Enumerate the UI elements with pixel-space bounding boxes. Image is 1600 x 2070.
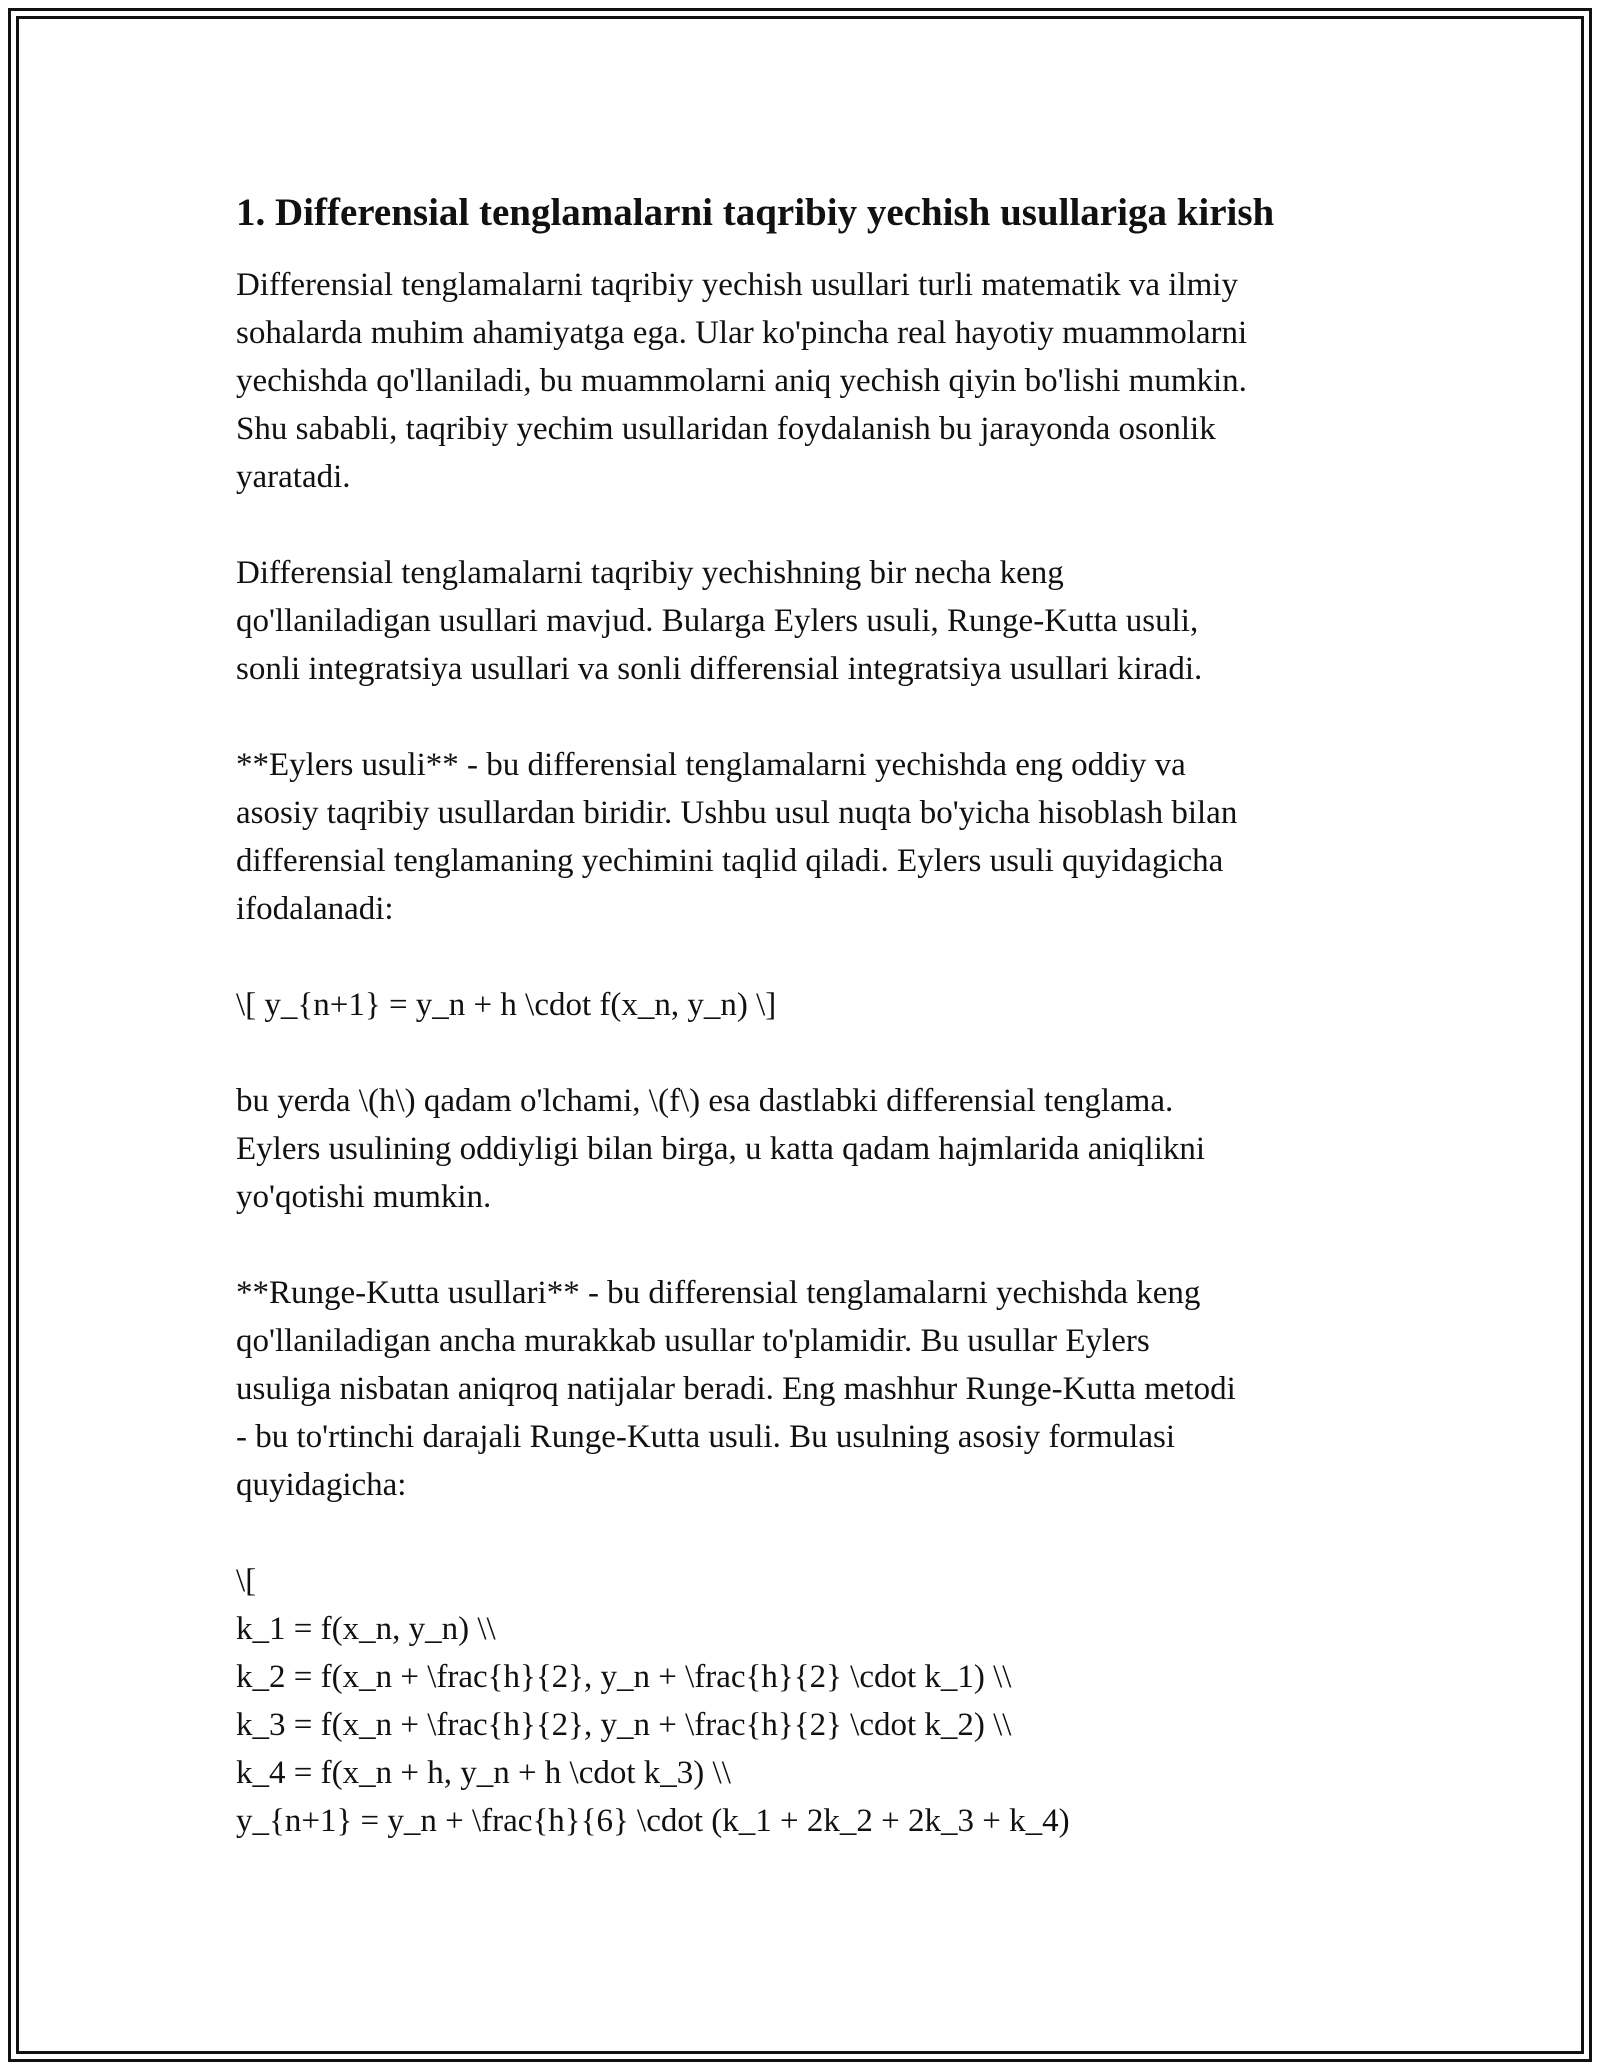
- text-line: sohalarda muhim ahamiyatga ega. Ular ko'pincha real hayotiy muammolarni: [236, 315, 1248, 351]
- text-line: bu yerda \(h\) qadam o'lchami, \(f\) esa dastlabki differensial tenglama.: [236, 1083, 1174, 1119]
- formula-line: y_{n+1} = y_n + \frac{h}{6} \cdot (k_1 + 2k_2 + 2k_3 + k_4): [236, 1803, 1070, 1839]
- text-line: qo'llaniladigan usullari mavjud. Bularga Eylers usuli, Runge-Kutta usuli,: [236, 603, 1199, 639]
- text-line: usuliga nisbatan aniqroq natijalar beradi. Eng mashhur Runge-Kutta metodi: [236, 1371, 1236, 1407]
- text-line: **Eylers usuli** - bu differensial tenglamalarni yechishda eng oddiy va: [236, 747, 1186, 783]
- text-line: ifodalanadi:: [236, 891, 394, 927]
- paragraph-methods-overview: [236, 549, 1376, 693]
- text-line: differensial tenglamaning yechimini taqlid qiladi. Eylers usuli quyidagicha: [236, 843, 1224, 879]
- section-heading: 1. Differensial tenglamalarni taqribiy yechish usullariga kirish: [236, 191, 1275, 234]
- text-line: yo'qotishi mumkin.: [236, 1179, 492, 1215]
- text-line: - bu to'rtinchi darajali Runge-Kutta usuli. Bu usulning asosiy formulasi: [236, 1419, 1175, 1455]
- formula-line: k_3 = f(x_n + \frac{h}{2}, y_n + \frac{h}{2} \cdot k_2) \\: [236, 1707, 1012, 1743]
- formula-runge-kutta: [236, 1557, 1376, 1845]
- formula-line: k_4 = f(x_n + h, y_n + h \cdot k_3) \\: [236, 1755, 731, 1791]
- text-line: qo'llaniladigan ancha murakkab usullar to'plamidir. Bu usullar Eylers: [236, 1323, 1150, 1359]
- text-line: sonli integratsiya usullari va sonli differensial integratsiya usullari kiradi.: [236, 651, 1203, 687]
- text-line: yechishda qo'llaniladi, bu muammolarni aniq yechish qiyin bo'lishi mumkin.: [236, 363, 1247, 399]
- formula-line: \[: [236, 1563, 257, 1599]
- formula-line: k_1 = f(x_n, y_n) \\: [236, 1611, 496, 1647]
- text-line: **Runge-Kutta usullari** - bu differensial tenglamalarni yechishda keng: [236, 1275, 1201, 1311]
- text-line: Eylers usulining oddiyligi bilan birga, u katta qadam hajmlarida aniqlikni: [236, 1131, 1206, 1167]
- paragraph-intro: [236, 261, 1376, 501]
- text-line: Differensial tenglamalarni taqribiy yechish usullari turli matematik va ilmiy: [236, 267, 1238, 303]
- text-line: Differensial tenglamalarni taqribiy yechishning bir necha keng: [236, 555, 1064, 591]
- text-line: quyidagicha:: [236, 1467, 407, 1503]
- formula-line: k_2 = f(x_n + \frac{h}{2}, y_n + \frac{h}{2} \cdot k_1) \\: [236, 1659, 1012, 1695]
- formula-line: \[ y_{n+1} = y_n + h \cdot f(x_n, y_n) \]: [236, 987, 777, 1023]
- paragraph-euler-notes: [236, 1077, 1376, 1221]
- text-line: asosiy taqribiy usullardan biridir. Ushbu usul nuqta bo'yicha hisoblash bilan: [236, 795, 1238, 831]
- text-line: yaratadi.: [236, 459, 351, 495]
- formula-euler: [236, 981, 1376, 1029]
- paragraph-runge-kutta: [236, 1269, 1376, 1509]
- document-body: [236, 185, 1376, 1893]
- text-line: Shu sababli, taqribiy yechim usullaridan foydalanish bu jarayonda osonlik: [236, 411, 1216, 447]
- paragraph-euler-method: [236, 741, 1376, 933]
